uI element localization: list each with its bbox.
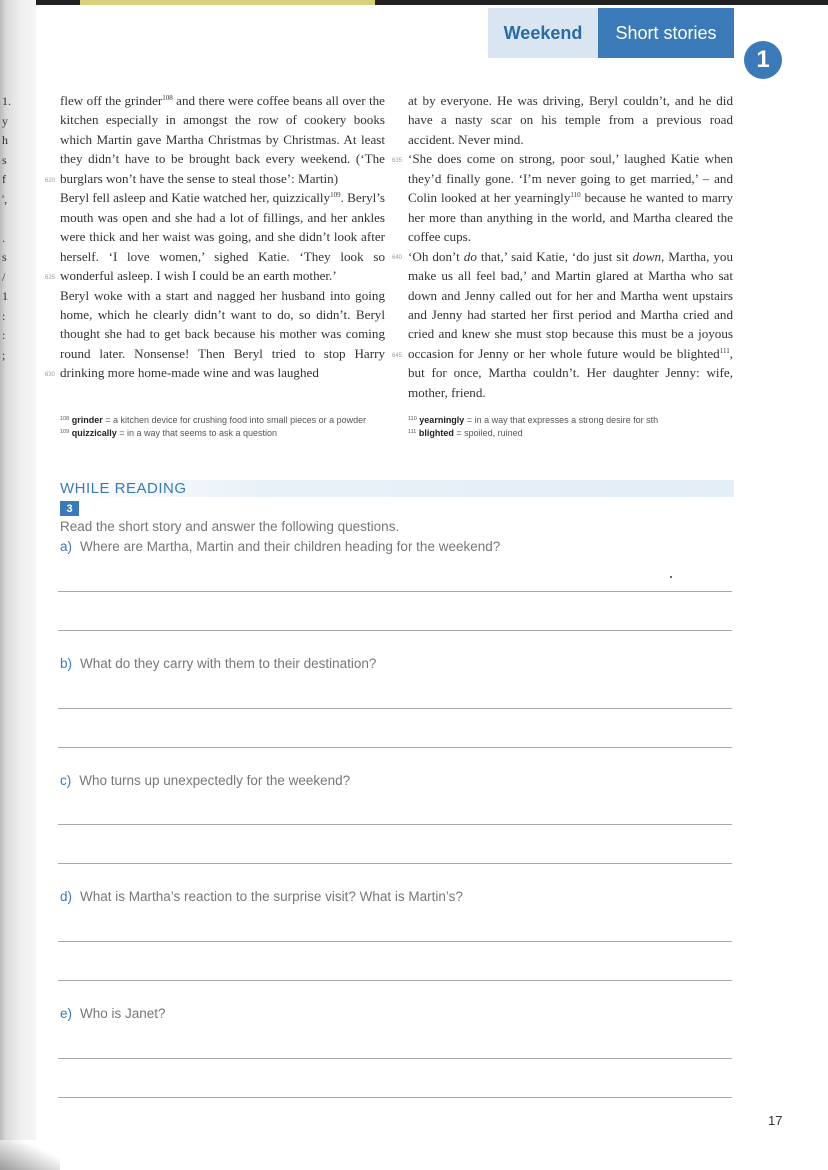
line-number: 635 [392,158,403,164]
answer-line-b2[interactable] [58,747,732,748]
answer-line-b1[interactable] [58,708,732,709]
story-column-right [408,91,733,402]
gutter-text-fragment: ', [2,192,8,206]
question-b: b) What do they carry with them to their destination? [60,656,377,671]
answer-line-c2[interactable] [58,863,732,864]
gutter-text-fragment: 1. [2,94,11,108]
answer-line-a1[interactable] [58,591,732,592]
question-a: a) Where are Martha, Martin and their children heading for the weekend? [60,539,501,554]
gutter-text-fragment: y [2,114,8,128]
footnotes-left [60,414,390,439]
story-paragraph: ‘She does come on strong, poor soul,’ laughed Katie when they’d finally gone. ‘I’m never going to get married,’ – and Colin looked at her yearningly$^{110}$ because he wanted to marry her more than anything in the world, and Martha cleared the coffee cups. [408,151,734,245]
answer-line-d2[interactable] [58,980,732,981]
answer-line-c1[interactable] [58,824,732,825]
footnote: $^{108}$ grinder = a kitchen device for crushing food into small pieces or a powder [60,415,367,425]
answer-line-e1[interactable] [58,1058,732,1059]
story-paragraph: Beryl woke with a start and nagged her husband into going home, which he clearly didn’t want to do, so didn’t. Beryl thought she had to get back because his mother was coming round later. Nonsense! Then Beryl tried to stop Harry drinking more home-made wine and was laughed [60,287,385,381]
unit-badge: 1 [744,41,782,79]
gutter-text-fragment: s [2,153,7,167]
footnote: $^{109}$ quizzically = in a way that seems to ask a question [60,427,278,438]
gutter-text-fragment: s [2,250,7,264]
page-number: 17 [768,1113,783,1128]
footnote: $^{111}$ blighted = spoiled, ruined [408,427,523,438]
story-paragraph: Beryl fell asleep and Katie watched her, quizzically$^{109}$. Beryl’s mouth was open and she had a lot of fillings, and her ankles were thick and her waist was going, and she didn’t look after herself. ‘I love women,’ sighed Katie. ‘They look so wonderful asleep. I wish I could be an earth mother.’ [60,190,385,284]
gutter-text-fragment: : [2,309,6,323]
line-number: 640 [392,255,403,261]
gutter-text-fragment: 1 [2,289,8,303]
story-paragraph: at by everyone. He was driving, Beryl couldn’t, and he did have a nasty scar on his temple from a previous road accident. Never mind. [408,93,733,147]
story-paragraph: flew off the grinder$^{108}$ and there were coffee beans all over the kitchen especially in amongst the row of cookery books which Martin gave Martha Christmas by Christmas. At least they didn’t have to be brought back every weekend. (‘The burglars won’t have the sense to steal those’: Martin) [60,93,385,186]
answer-line-a2[interactable] [58,630,732,631]
question-e: e) Who is Janet? [60,1006,166,1021]
line-number: 645 [392,353,403,359]
gutter-text-fragment: f [2,172,6,186]
footnote-ref: 110 [570,191,581,200]
footnote-ref: 108 [162,94,173,102]
section-tab [488,8,598,58]
answer-line-d1[interactable] [58,941,732,942]
gutter-text-fragment: . [2,231,5,245]
top-edge [0,0,828,5]
section-heading: WHILE READING [60,480,187,497]
footnotes-right [408,414,733,439]
section-label: Weekend [503,22,583,43]
line-number: 630 [45,372,56,378]
question-d: d) What is Martha’s reaction to the surprise visit? What is Martin’s? [60,889,463,904]
footnote-ref: 111 [719,346,730,355]
gutter-text-fragment: h [2,133,8,147]
gutter-text-fragment: ; [2,348,6,362]
line-number: 625 [45,275,56,281]
story-column-left [60,91,385,383]
category-tab [598,8,734,58]
exercise-number-badge: 3 [60,501,79,516]
footnote-ref: 109 [330,191,341,200]
line-number: 620 [45,178,56,184]
ink-dot [670,576,672,578]
story-paragraph: ‘Oh don’t do that,’ said Katie, ‘do just sit down, Martha, you make us all feel bad,’ and Martin glared at Martha who sat down and Jenny called out for her and Martha went upstairs and Jenny had started her first period and Martha cried and cried and knew she must stop because this must be a joyous occasion for Jenny or her whole future would be blighted$^{111}$, but for once, Martha couldn’t. Her daughter Jenny: wife, mother, friend. [408,248,733,400]
page-curl-shadow [0,1140,60,1170]
gutter-text-fragment: : [2,328,6,342]
gutter-text-fragment: / [2,270,6,284]
footnote: $^{110}$ yearningly = in a way that expresses a strong desire for sth [408,415,659,425]
answer-line-e2[interactable] [58,1097,732,1098]
category-label: Short stories [615,22,717,43]
exercise-instruction: Read the short story and answer the following questions. [60,519,400,534]
question-c: c) Who turns up unexpectedly for the weekend? [60,773,351,788]
